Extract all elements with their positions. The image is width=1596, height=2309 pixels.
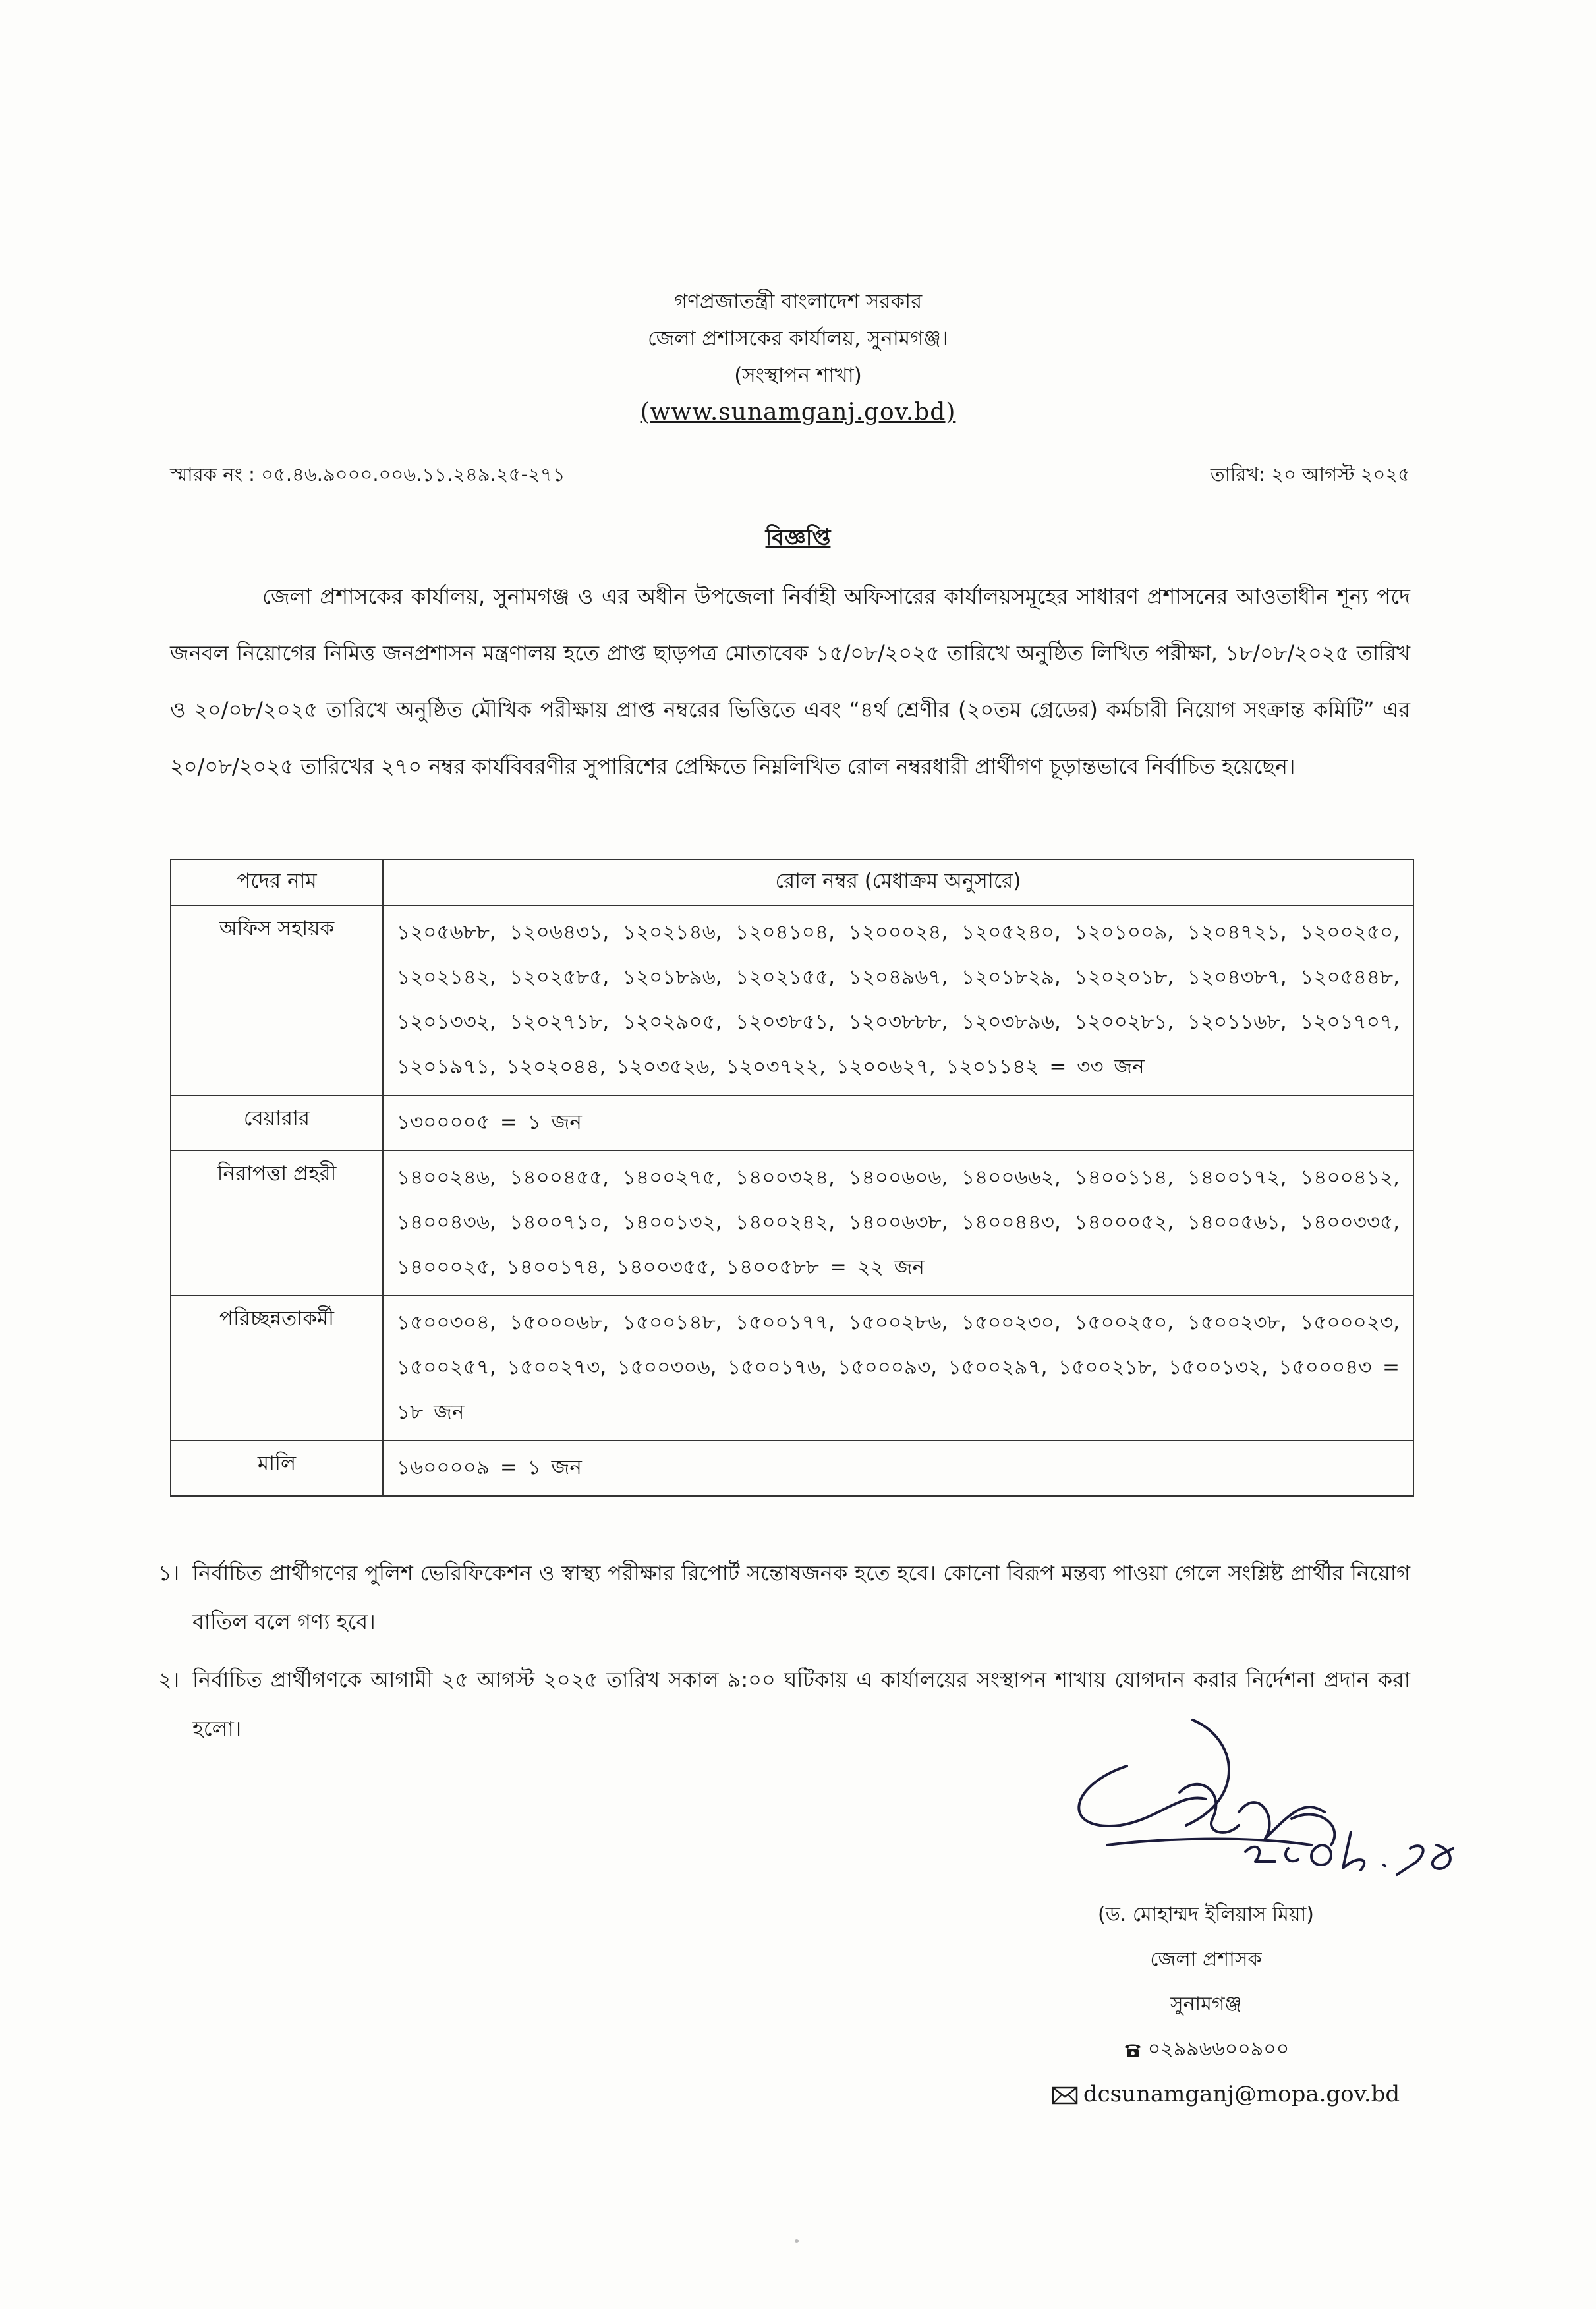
post-name: পরিচ্ছন্নতাকর্মী bbox=[171, 1296, 383, 1440]
post-name: নিরাপত্তা প্রহরী bbox=[171, 1151, 383, 1296]
memo-date: তারিখ: ২০ আগস্ট ২০২৫ bbox=[1210, 463, 1410, 486]
email-address[interactable]: dcsunamganj@mopa.gov.bd bbox=[1083, 2081, 1400, 2107]
roll-list: ১৬০০০০৯ = ১ জন bbox=[383, 1440, 1413, 1496]
envelope-icon bbox=[1052, 2086, 1078, 2105]
table-row bbox=[171, 1440, 1413, 1496]
branch-name: (সংস্থাপন শাখা) bbox=[734, 364, 862, 387]
govt-name: গণপ্রজাতন্ত্রী বাংলাদেশ সরকার bbox=[673, 290, 923, 314]
note-text: নির্বাচিত প্রার্থীগণকে আগামী ২৫ আগস্ট ২০২৫ তারিখ সকাল ৯:০০ ঘটিকায় এ কার্যালয়ের সংস্থাপন শাখায় যোগদান করার নির্দেশনা প্রদান করা হলো। bbox=[192, 1667, 1410, 1741]
memo-reference: স্মারক নং : ০৫.৪৬.৯০০০.০০৬.১১.২৪৯.২৫-২৭১ bbox=[170, 463, 565, 486]
memo-row bbox=[170, 460, 1410, 492]
signatory-designation: জেলা প্রশাসক bbox=[1150, 1948, 1262, 1971]
phone-number: ০২৯৯৬৬০০৯০০ bbox=[1147, 2038, 1290, 2061]
website-link[interactable]: (www.sunamganj.gov.bd) bbox=[640, 399, 956, 426]
letterhead bbox=[0, 283, 1596, 431]
notice-title: বিজ্ঞপ্তি bbox=[765, 525, 831, 551]
handwritten-signature bbox=[1028, 1713, 1463, 1885]
telephone-icon bbox=[1123, 2041, 1143, 2059]
roll-list: ১৪০০২৪৬, ১৪০০৪৫৫, ১৪০০২৭৫, ১৪০০৩২৪, ১৪০০৬০৬, ১৪০০৬৬২, ১৪০০১১৪, ১৪০০১৭২, ১৪০০৪১২, ১৪০০৪৩৬, ১৪০০৭১০, ১৪০০১৩২, ১৪০০২৪২, ১৪০০৬৩৮, ১৪০০৪৪৩, ১৪০০০৫২, ১৪০০৫৬১, ১৪০০৩৩৫, ১৪০০০২৫, ১৪০০১৭৪, ১৪০০৩৫৫, ১৪০০৫৮৮ = ২২ জন bbox=[383, 1151, 1413, 1296]
post-name: মালি bbox=[171, 1440, 383, 1496]
table-header-row bbox=[171, 859, 1413, 905]
table-row bbox=[171, 1095, 1413, 1151]
email-line bbox=[975, 2072, 1476, 2117]
scan-speck bbox=[795, 2239, 799, 2243]
header-roll: রোল নম্বর (মেধাক্রম অনুসারে) bbox=[383, 859, 1413, 905]
intro-paragraph: জেলা প্রশাসকের কার্যালয়, সুনামগঞ্জ ও এর অধীন উপজেলা নির্বাহী অফিসারের কার্যালয়সমূহের সাধারণ প্রশাসনের আওতাধীন শূন্য পদে জনবল নিয়োগের নিমিত্ত জনপ্রশাসন মন্ত্রণালয় হতে প্রাপ্ত ছাড়পত্র মোতাবেক ১৫/০৮/২০২৫ তারিখে অনুষ্ঠিত লিখিত পরীক্ষা, ১৮/০৮/২০২৫ তারিখ ও ২০/০৮/২০২৫ তারিখে অনুষ্ঠিত মৌখিক পরীক্ষায় প্রাপ্ত নম্বরের ভিত্তিতে এবং “৪র্থ শ্রেণীর (২০তম গ্রেডের) কর্মচারী নিয়োগ সংক্রান্ত কমিটি” এর ২০/০৮/২০২৫ তারিখের ২৭০ নম্বর কার্যবিবরণীর সুপারিশের প্রেক্ষিতে নিম্নলিখিত রোল নম্বরধারী প্রার্থীগণ চূড়ান্তভাবে নির্বাচিত হয়েছেন। bbox=[170, 584, 1410, 779]
note-text: নির্বাচিত প্রার্থীগণের পুলিশ ভেরিফিকেশন ও স্বাস্থ্য পরীক্ষার রিপোর্ট সন্তোষজনক হতে হবে। কোনো বিরূপ মন্তব্য পাওয়া গেলে সংশ্লিষ্ট প্রার্থীর নিয়োগ বাতিল বলে গণ্য হবে। bbox=[192, 1560, 1410, 1634]
phone-line bbox=[936, 2027, 1476, 2072]
signatory-district: সুনামগঞ্জ bbox=[1170, 1993, 1242, 2016]
signature-block bbox=[936, 1893, 1476, 2117]
table-row bbox=[171, 1151, 1413, 1296]
table-row bbox=[171, 1296, 1413, 1440]
note-number: ১। bbox=[158, 1560, 180, 1585]
office-name: জেলা প্রশাসকের কার্যালয়, সুনামগঞ্জ। bbox=[648, 327, 948, 351]
signatory-name: (ড. মোহাম্মদ ইলিয়াস মিয়া) bbox=[1097, 1903, 1314, 1926]
roll-list: ১৩০০০০৫ = ১ জন bbox=[383, 1095, 1413, 1151]
table-row bbox=[171, 905, 1413, 1095]
roll-list: ১৫০০৩০৪, ১৫০০০৬৮, ১৫০০১৪৮, ১৫০০১৭৭, ১৫০০২৮৬, ১৫০০২৩০, ১৫০০২৫০, ১৫০০২৩৮, ১৫০০০২৩, ১৫০০২৫৭, ১৫০০২৭৩, ১৫০০৩০৬, ১৫০০১৭৬, ১৫০০০৯৩, ১৫০০২৯৭, ১৫০০২১৮, ১৫০০১৩২, ১৫০০০৪৩ = ১৮ জন bbox=[383, 1296, 1413, 1440]
note-item bbox=[158, 1549, 1410, 1646]
roll-list: ১২০৫৬৮৮, ১২০৬৪৩১, ১২০২১৪৬, ১২০৪১০৪, ১২০০০২৪, ১২০৫২৪০, ১২০১০০৯, ১২০৪৭২১, ১২০০২৫০, ১২০২১৪২, ১২০২৫৮৫, ১২০১৮৯৬, ১২০২১৫৫, ১২০৪৯৬৭, ১২০১৮২৯, ১২০২০১৮, ১২০৪৩৮৭, ১২০৫৪৪৮, ১২০১৩৩২, ১২০২৭১৮, ১২০২৯০৫, ১২০৩৮৫১, ১২০৩৮৮৮, ১২০৩৮৯৬, ১২০০২৮১, ১২০১১৬৮, ১২০১৭০৭, ১২০১৯৭১, ১২০২০৪৪, ১২০৩৫২৬, ১২০৩৭২২, ১২০০৬২৭, ১২০১১৪২ = ৩৩ জন bbox=[383, 905, 1413, 1095]
note-number: ২। bbox=[158, 1667, 180, 1692]
post-name: অফিস সহায়ক bbox=[171, 905, 383, 1095]
post-name: বেয়ারার bbox=[171, 1095, 383, 1151]
header-post: পদের নাম bbox=[171, 859, 383, 905]
selection-table bbox=[170, 859, 1414, 1497]
